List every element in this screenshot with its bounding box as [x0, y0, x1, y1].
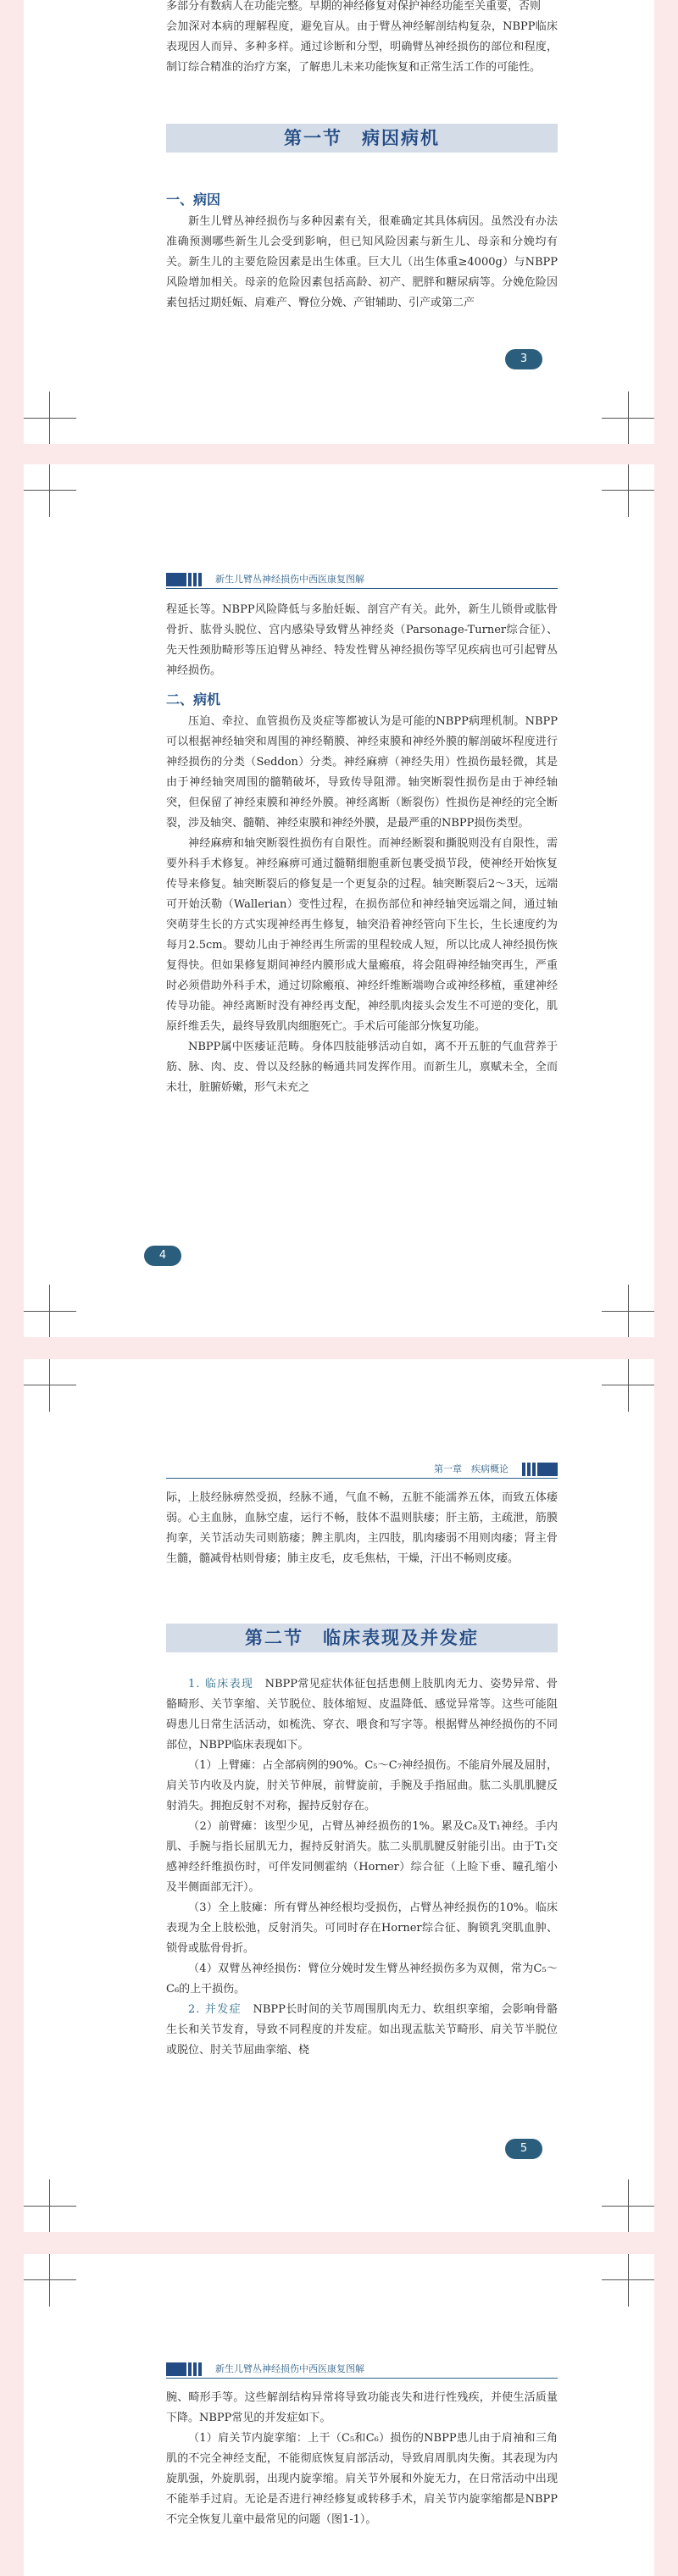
- subsection-heading: 一、病因: [166, 192, 221, 208]
- section-title: 第一节 病因病机: [166, 124, 558, 153]
- running-head: [166, 569, 558, 589]
- list-item: （3）全上肢瘫：所有臂丛神经根均受损伤，占臂丛神经损伤的10%。临床表现为全上肢松弛，反射消失。可同时存在Horner综合征、胸锁乳突肌血肿、锁骨或肱骨骨折。: [166, 1901, 558, 1955]
- subsection-heading: 二、病机: [166, 691, 221, 708]
- running-head-text: 新生儿臂丛神经损伤中西医康复图解: [215, 574, 364, 585]
- running-head: [166, 2359, 558, 2379]
- list-item: （1）上臂瘫：占全部病例的90%。C₅～C₇神经损伤。不能肩外展及屈肘，肩关节内收及内旋，肘关节伸展，前臂旋前，手腕及手指屈曲。肱二头肌肌腱反射消失。拥抱反射不对称，握持反射存在。: [166, 1759, 558, 1813]
- body-paragraph: NBPP常见症状体征包括患侧上肢肌肉无力、姿势异常、骨骼畸形、关节挛缩、关节脱位、肢体缩短、皮温降低、感觉异常等。这些可能阻碍患儿日常生活活动，如梳洗、穿衣、喂食和写字等。根据臂丛神经损伤的不同部位，NBPP临床表现如下。: [166, 1678, 558, 1752]
- book-page-6: [24, 2254, 654, 2576]
- body-paragraph: 会加深对本病的理解程度，避免盲从。由于臂丛神经解剖结构复杂，NBPP临床表现因人而异、多种多样。通过诊断和分型，明确臂丛神经损伤的部位和程度，制订综合精准的治疗方案，了解患儿未来功能恢复和正常生活工作的可能性。: [166, 20, 558, 74]
- body-paragraph: 际，上肢经脉痹然受损，经脉不通，气血不畅，五脏不能濡养五体，而致五体痿弱。心主血脉，血脉空虚，运行不畅，肢体不温则肤痿；肝主筋，主疏泄，筋膜拘挛，关节活动失司则筋痿；脾主肌肉，主四肢，肌肉痿弱不用则肉痿；肾主骨生髓，髓减骨枯则骨痿；肺主皮毛，皮毛焦枯，干燥，汗出不畅则皮痿。: [166, 1491, 558, 1565]
- page-number: 4: [144, 1246, 181, 1266]
- body-paragraph: 新生儿臂丛神经损伤与多种因素有关，很难确定其具体病因。虽然没有办法准确预测哪些新生儿会受到影响，但已知风险因素与新生儿、母亲和分娩均有关。新生儿的主要危险因素是出生体重。巨大儿（出生体重≥4000g）与NBPP风险增加相关。母亲的危险因素包括高龄、初产、肥胖和糖尿病等。分娩危险因素包括过期妊娠、肩难产、臀位分娩、产钳辅助、引产或第二产: [166, 215, 558, 309]
- crop-mark: [24, 1359, 76, 1412]
- book-page-4: [24, 464, 654, 1337]
- crop-mark: [602, 2179, 654, 2232]
- running-head: [166, 1459, 558, 1479]
- crop-mark: [24, 2179, 76, 2232]
- list-item: （1）肩关节内旋挛缩：上干（C₅和C₆）损伤的NBPP患儿由于肩袖和三角肌的不完全神经支配，不能彻底恢复肩部活动，导致肩周肌肉失衡。其表现为内旋肌强，外旋肌弱，出现内旋挛缩。肩关节外展和外旋无力，在日常活动中出现不能举手过肩。无论是否进行神经修复或转移手术，肩关节内旋挛缩都是NBPP不完全恢复儿童中最常见的问题（图1-1）。: [166, 2432, 558, 2526]
- crop-mark: [24, 1285, 76, 1337]
- crop-mark: [24, 464, 76, 517]
- header-bars: [166, 2362, 202, 2376]
- body-paragraph: 多部分有数病人在功能完整。早期的神经修复对保护神经功能至关重要，否则: [166, 0, 542, 13]
- crop-mark: [24, 391, 76, 444]
- crop-mark: [24, 2254, 76, 2307]
- page-number: 5: [505, 2139, 542, 2159]
- clinical-lead: 1. 临床表现: [188, 1678, 254, 1690]
- header-bars: [522, 1463, 558, 1476]
- list-item: （2）前臂瘫：该型少见，占臂丛神经损伤的1%。累及C₈及T₁神经。手内肌、手腕与指长屈肌无力，握持反射消失。肱二头肌肌腱反射能引出。由于T₁交感神经纤维损伤时，可伴发同侧霍纳（Horner）综合征（上睑下垂、瞳孔缩小及半侧面部无汗）。: [166, 1820, 558, 1894]
- body-paragraph: NBPP属中医痿证范畴。身体四肢能够活动自如，离不开五脏的气血营养于筋、脉、肉、皮、骨以及经脉的畅通共同发挥作用。而新生儿，禀赋未全，全而未壮，脏腑娇嫩，形气未充之: [166, 1041, 558, 1094]
- running-head-text: 新生儿臂丛神经损伤中西医康复图解: [215, 2363, 364, 2374]
- header-bars: [166, 573, 202, 586]
- body-paragraph: 神经麻痹和轴突断裂性损伤有自限性。而神经断裂和撕脱则没有自限性，需要外科手术修复。神经麻痹可通过髓鞘细胞重新包裹受损节段，使神经开始恢复传导来修复。轴突断裂后的修复是一个更复杂的过程。轴突断裂后2～3天，远端可开始沃勒（Wallerian）变性过程，在损伤部位和神经轴突远端之间，通过轴突萌芽生长的方式实现神经再生修复，轴突沿着神经管向下生长，生长速度约为每月2.5cm。婴幼儿由于神经再生所需的里程较成人短，所以比成人神经损伤恢复得快。但如果修复期间神经内膜形成大量瘢痕，将会阻碍神经轴突再生，严重时必须借助外科手术，通过切除瘢痕、神经纤维断端吻合或神经移植，重建神经传导功能。神经离断时没有神经再支配，神经肌肉接头会发生不可逆的变化，肌原纤维丢失，最终导致肌肉细胞死亡。手术后可能部分恢复功能。: [166, 837, 558, 1033]
- crop-mark: [602, 2254, 654, 2307]
- book-page-5: [24, 1359, 654, 2232]
- section-title: 第二节 临床表现及并发症: [166, 1624, 558, 1652]
- crop-mark: [602, 1359, 654, 1412]
- list-item: （4）双臂丛神经损伤：臂位分娩时发生臂丛神经损伤多为双侧，常为C₅～C₆的上干损伤。: [166, 1963, 558, 1996]
- page-number: 3: [505, 349, 542, 369]
- complication-lead: 2. 并发症: [188, 2003, 242, 2016]
- book-page-3: [24, 0, 654, 444]
- crop-mark: [602, 391, 654, 444]
- body-paragraph: 压迫、牵拉、血管损伤及炎症等都被认为是可能的NBPP病理机制。NBPP可以根据神经轴突和周围的神经鞘膜、神经束膜和神经外膜的解剖破坏程度进行神经损伤的分类（Seddon）分类。神经麻痹（神经失用）性损伤最轻微，其是由于神经轴突周围的髓鞘破坏，导致传导阻滞。轴突断裂性损伤是由于神经轴突，但保留了神经束膜和神经外膜。神经离断（断裂伤）性损伤是神经的完全断裂，涉及轴突、髓鞘、神经束膜和神经外膜，是最严重的NBPP损伤类型。: [166, 715, 558, 830]
- body-paragraph: 程延长等。NBPP风险降低与多胎妊娠、剖宫产有关。此外，新生儿锁骨或肱骨骨折、肱骨头脱位、宫内感染导致臂丛神经炎（Parsonage-Turner综合征）、先天性颈肋畸形等压迫臂丛神经、特发性臂丛神经损伤等罕见疾病也可引起臂丛神经损伤。: [166, 603, 558, 677]
- crop-mark: [602, 464, 654, 517]
- body-paragraph: 腕、畸形手等。这些解剖结构异常将导致功能丧失和进行性残疾，并使生活质量下降。NBPP常见的并发症如下。: [166, 2391, 558, 2424]
- running-head-text: 第一章 疾病概论: [434, 1463, 508, 1474]
- body-paragraph: NBPP长时间的关节周围肌肉无力、软组织挛缩，会影响骨骼生长和关节发育，导致不同程度的并发症。如出现盂肱关节畸形、肩关节半脱位或脱位、肘关节屈曲挛缩、桡: [166, 2003, 558, 2057]
- crop-mark: [602, 1285, 654, 1337]
